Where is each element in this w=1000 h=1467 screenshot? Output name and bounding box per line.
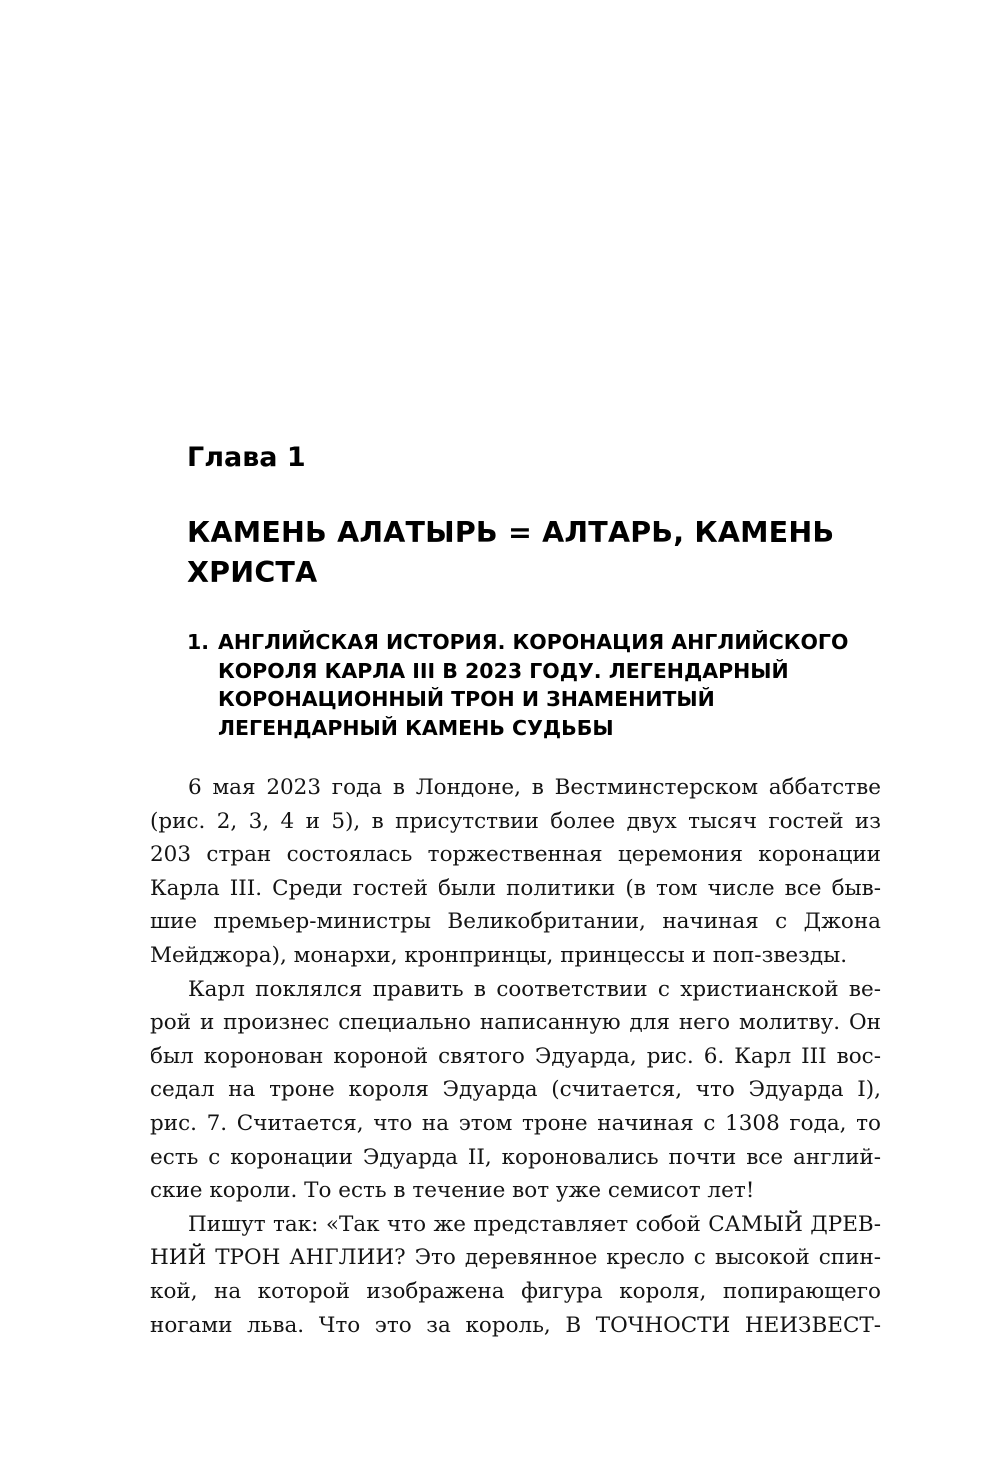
page-title-line: КАМЕНЬ АЛАТЫРЬ = АЛТАРЬ, КАМЕНЬ [187,516,835,549]
body-line: был коронован короной святого Эдуарда, рис. 6. Карл III вос- [150,1043,881,1069]
body-line: 6 мая 2023 года в Лондоне, в Вестминстерском аббатстве [188,775,881,800]
body-line: Мейджора), монархи, кронпринцы, принцессы и поп-звезды. [150,942,848,968]
body-line: ногами льва. Что это за король, В ТОЧНОСТИ НЕИЗВЕСТ- [150,1312,881,1338]
paragraph [150,771,881,973]
body-line: рис. 7. Считается, что на этом троне начиная с 1308 года, то [150,1110,881,1136]
body-line: Карл поклялся править в соответствии с христианской ве- [188,976,881,1002]
section-heading-line: КОРОЛЯ КАРЛА III В 2023 ГОДУ. ЛЕГЕНДАРНЫЙ [218,658,789,683]
body-text [150,771,881,1342]
body-line: шие премьер-министры Великобритании, начиная с Джона [150,909,881,935]
paragraph [150,973,881,1208]
section-heading [187,628,887,742]
body-line: 203 стран состоялась торжественная церемония коронации [150,842,881,868]
section-heading-line: ЛЕГЕНДАРНЫЙ КАМЕНЬ СУДЬБЫ [218,715,614,740]
section-heading-line: КОРОНАЦИОННЫЙ ТРОН И ЗНАМЕНИТЫЙ [218,687,715,711]
body-line: ские короли. То есть в течение вот уже семисот лет! [150,1178,755,1204]
page-title [187,513,887,593]
page-title-line: ХРИСТА [187,556,318,589]
body-line: седал на троне короля Эдуарда (считается, что Эдуарда I), [150,1077,881,1103]
body-line: (рис. 2, 3, 4 и 5), в присутствии более двух тысяч гостей из [150,808,881,834]
section-number: 1. [187,630,210,654]
body-line: есть с коронации Эдуарда II, короновались почти все англий- [150,1144,881,1170]
body-line: рой и произнес специально написанную для него молитву. Он [150,1010,881,1036]
section-heading-line: АНГЛИЙСКАЯ ИСТОРИЯ. КОРОНАЦИЯ АНГЛИЙСКОГО [218,630,849,654]
body-line: Карла III. Среди гостей были политики (в том числе все быв- [150,875,881,901]
body-line: НИЙ ТРОН АНГЛИИ? Это деревянное кресло с высокой спин- [150,1245,881,1271]
chapter-label: Глава 1 [187,442,306,473]
body-line: Пишут так: «Так что же представляет собой САМЫЙ ДРЕВ- [188,1211,881,1237]
body-line: кой, на которой изображена фигура короля, попирающего [150,1278,881,1304]
section-heading-text [218,628,887,742]
paragraph [150,1208,881,1342]
